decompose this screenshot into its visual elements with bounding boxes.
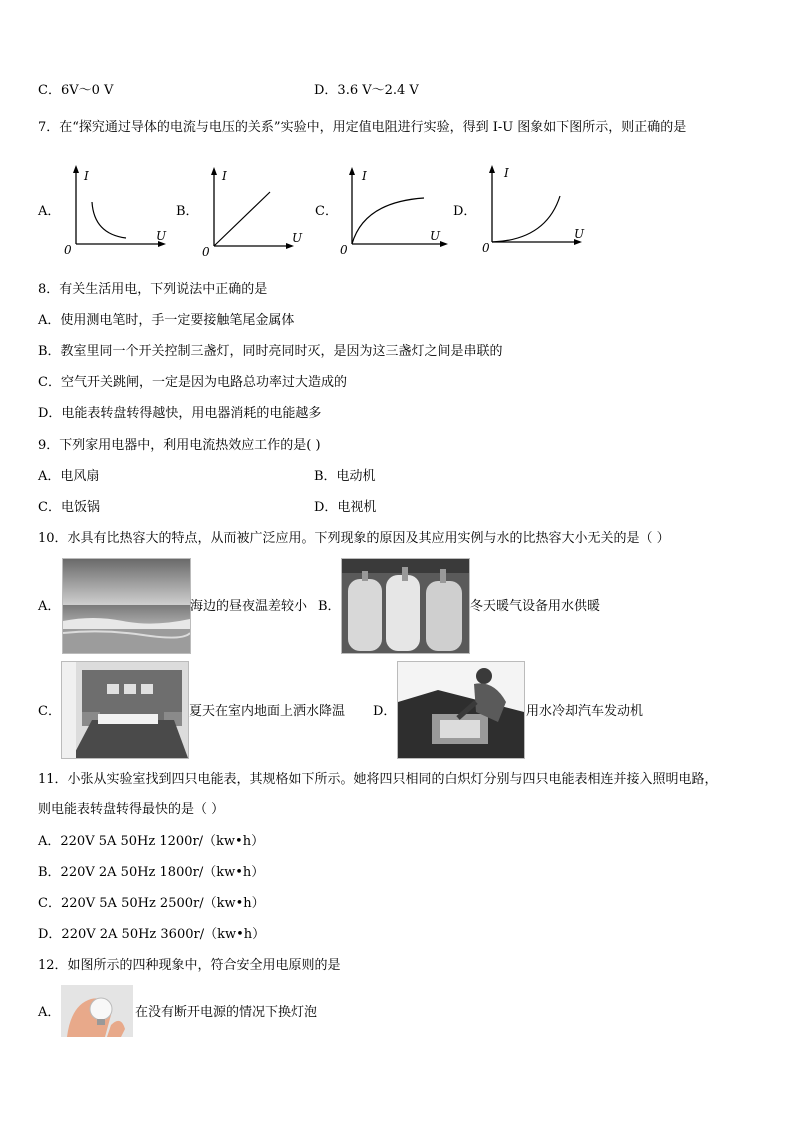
q8-option-a: A．使用测电笔时，手一定要接触笔尾金属体: [38, 313, 295, 328]
mechanic-engine-image: [397, 661, 525, 759]
q10-stem: 10．水具有比热容大的特点，从而被广泛应用。下列现象的原因及其应用实例与水的比热容大小无关的是（ ）: [38, 531, 670, 546]
hand-lightbulb-image: [61, 985, 133, 1037]
q9-stem: 9．下列家用电器中，利用电流热效应工作的是( ): [38, 438, 321, 453]
q6-option-d: D．3.6 V～2.4 V: [314, 83, 419, 98]
q11-stem-line2: 则电能表转盘转得最快的是（ ）: [38, 802, 225, 817]
q10-text-d: 用水冷却汽车发动机: [526, 704, 644, 719]
q10-text-a: 海边的昼夜温差较小: [190, 599, 308, 614]
q9-option-d: D．电视机: [314, 500, 377, 515]
q11-option-b: B．220V 2A 50Hz 1800r/（kw•h）: [38, 865, 265, 880]
q12-stem: 12．如图所示的四种现象中，符合安全用电原则的是: [38, 958, 341, 973]
q7-label-b: B．: [176, 204, 199, 219]
q11-option-d: D．220V 2A 50Hz 3600r/（kw•h）: [38, 927, 266, 942]
q7-a-axis-u: U: [156, 229, 167, 243]
q7-stem: 7．在“探究通过导体的电流与电压的关系”实验中，用定值电阻进行实验，得到 I-U 图象如下图所示，则正确的是: [38, 120, 687, 135]
q7-label-c: C．: [315, 204, 338, 219]
q7-graph-a-inverse: [58, 162, 173, 257]
q8-option-c: C．空气开关跳闸，一定是因为电路总功率过大造成的: [38, 375, 347, 390]
q10-label-c: C．: [38, 704, 61, 719]
q7-a-axis-i: I: [84, 169, 89, 183]
q8-option-d: D．电能表转盘转得越快，用电器消耗的电能越多: [38, 406, 322, 421]
q7-c-origin: 0: [340, 243, 348, 257]
q10-text-c: 夏天在室内地面上洒水降温: [189, 704, 346, 719]
q11-option-a: A．220V 5A 50Hz 1200r/（kw•h）: [38, 834, 265, 849]
heating-boiler-tanks-image: [341, 558, 470, 654]
q9-option-b: B．电动机: [314, 469, 376, 484]
q7-c-axis-u: U: [430, 229, 441, 243]
q7-graph-d-concave-up: [476, 160, 591, 255]
q12-label-a: A．: [38, 1005, 61, 1020]
q7-d-origin: 0: [482, 241, 490, 255]
q12-text-a: 在没有断开电源的情况下换灯泡: [135, 1005, 318, 1020]
q9-option-c: C．电饭锅: [38, 500, 100, 515]
q11-stem-line1: 11．小张从实验室找到四只电能表，其规格如下所示。她将四只相同的白炽灯分别与四只电能表相连并接入照明电路，: [38, 772, 718, 787]
q7-b-axis-i: I: [222, 169, 227, 183]
q7-label-a: A．: [38, 204, 61, 219]
q10-label-d: D．: [373, 704, 397, 719]
q8-option-b: B．教室里同一个开关控制三盏灯，同时亮同时灭，是因为这三盏灯之间是串联的: [38, 344, 503, 359]
q10-label-b: B．: [318, 599, 341, 614]
q7-label-d: D．: [453, 204, 477, 219]
q7-c-axis-i: I: [362, 169, 367, 183]
q10-label-a: A．: [38, 599, 61, 614]
q9-option-a: A．电风扇: [38, 469, 100, 484]
q7-graph-c-concave-down: [336, 162, 451, 257]
q7-d-axis-u: U: [574, 227, 585, 241]
bedroom-interior-image: [61, 661, 189, 759]
q11-option-c: C．220V 5A 50Hz 2500r/（kw•h）: [38, 896, 265, 911]
q6-option-c: C．6V～0 V: [38, 83, 114, 98]
q7-graph-b-linear: [196, 162, 311, 257]
q10-text-b: 冬天暖气设备用水供暖: [470, 599, 601, 614]
q7-b-origin: 0: [202, 245, 210, 257]
q7-b-axis-u: U: [292, 231, 303, 245]
q7-a-origin: 0: [64, 243, 72, 257]
q7-d-axis-i: I: [504, 166, 509, 180]
q8-stem: 8．有关生活用电，下列说法中正确的是: [38, 282, 268, 297]
seaside-beach-image: [62, 558, 191, 654]
